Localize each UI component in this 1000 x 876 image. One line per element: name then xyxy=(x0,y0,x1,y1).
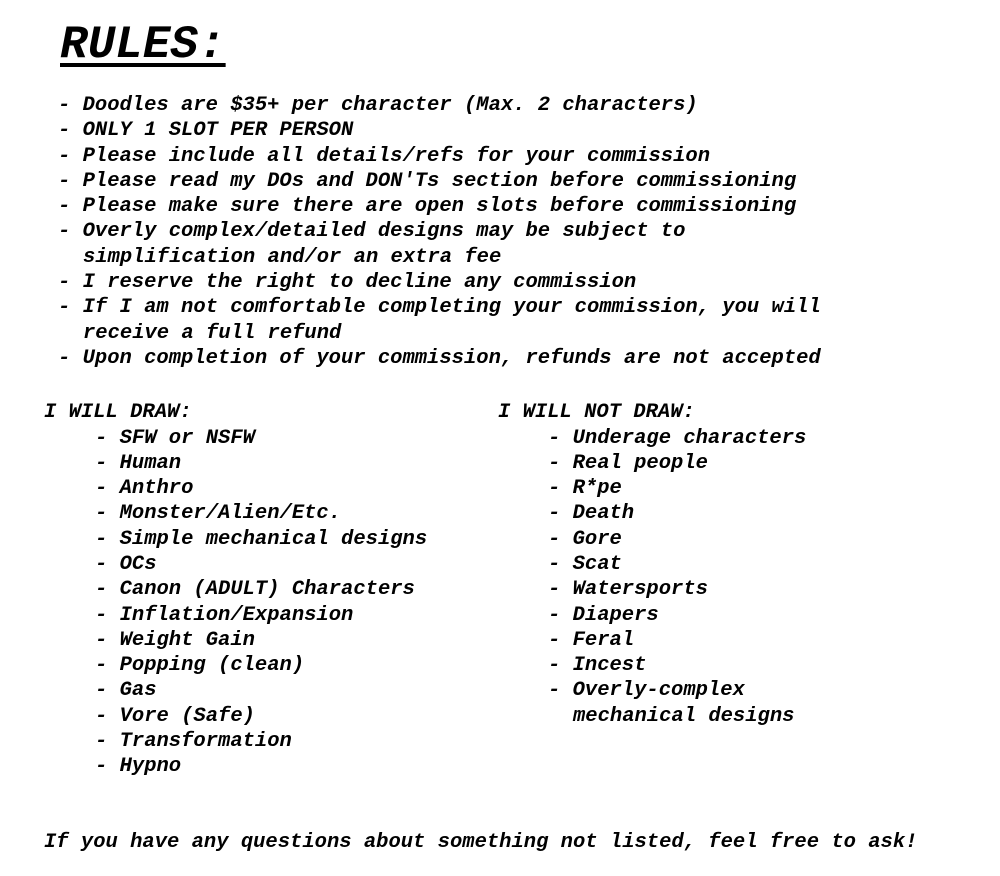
rule-item: - Please read my DOs and DON'Ts section before commissioning xyxy=(58,169,797,193)
will-draw-item: - Weight Gain xyxy=(95,628,255,652)
rule-item: - I reserve the right to decline any commission xyxy=(58,271,637,295)
will-draw-item: - Transformation xyxy=(95,730,292,754)
will-draw-item: - Canon (ADULT) Characters xyxy=(95,578,415,602)
rule-item: - Please include all details/refs for your commission xyxy=(58,144,711,168)
will-draw-item: - Inflation/Expansion xyxy=(95,603,354,627)
footer-note: If you have any questions about something not listed, feel free to ask! xyxy=(44,831,918,854)
will-draw-item: - Anthro xyxy=(95,477,194,501)
will-draw-item: - Monster/Alien/Etc. xyxy=(95,502,342,526)
will-not-draw-item: - Gore xyxy=(548,527,622,551)
will-not-draw-item: - Incest xyxy=(548,654,647,678)
rule-item: - If I am not comfortable completing your commission, you will receive a full refund xyxy=(58,296,821,345)
will-not-draw-item: - Real people xyxy=(548,451,708,475)
page-title: RULES: xyxy=(60,19,226,71)
will-not-draw-item: - Watersports xyxy=(548,578,708,602)
will-not-draw-item: - Feral xyxy=(548,628,635,652)
will-draw-heading: I WILL DRAW: xyxy=(44,401,192,424)
will-draw-list xyxy=(95,426,427,780)
will-draw-item: - SFW or NSFW xyxy=(95,426,255,450)
will-not-draw-item: - Underage characters xyxy=(548,426,807,450)
rule-item: - Please make sure there are open slots before commissioning xyxy=(58,195,797,219)
will-draw-item: - Human xyxy=(95,451,182,475)
will-draw-item: - Hypno xyxy=(95,755,182,779)
rule-item: - Overly complex/detailed designs may be subject to simplification and/or an extra fee xyxy=(58,220,686,269)
rules-list xyxy=(58,93,821,371)
will-draw-item: - Simple mechanical designs xyxy=(95,527,428,551)
will-not-draw-item: - Overly-complex mechanical designs xyxy=(548,679,795,728)
will-draw-item: - Popping (clean) xyxy=(95,654,305,678)
rule-item: - Doodles are $35+ per character (Max. 2 characters) xyxy=(58,94,698,117)
will-not-draw-item: - R*pe xyxy=(548,477,622,501)
will-not-draw-item: - Scat xyxy=(548,552,622,576)
will-draw-item: - Gas xyxy=(95,679,157,703)
will-not-draw-item: - Death xyxy=(548,502,635,526)
will-not-draw-heading: I WILL NOT DRAW: xyxy=(498,401,695,424)
rule-item: - Upon completion of your commission, refunds are not accepted xyxy=(58,346,821,370)
will-draw-item: - Vore (Safe) xyxy=(95,704,255,728)
will-draw-item: - OCs xyxy=(95,552,157,576)
will-not-draw-item: - Diapers xyxy=(548,603,659,627)
will-not-draw-list xyxy=(548,426,806,730)
rule-item: - ONLY 1 SLOT PER PERSON xyxy=(58,119,354,143)
